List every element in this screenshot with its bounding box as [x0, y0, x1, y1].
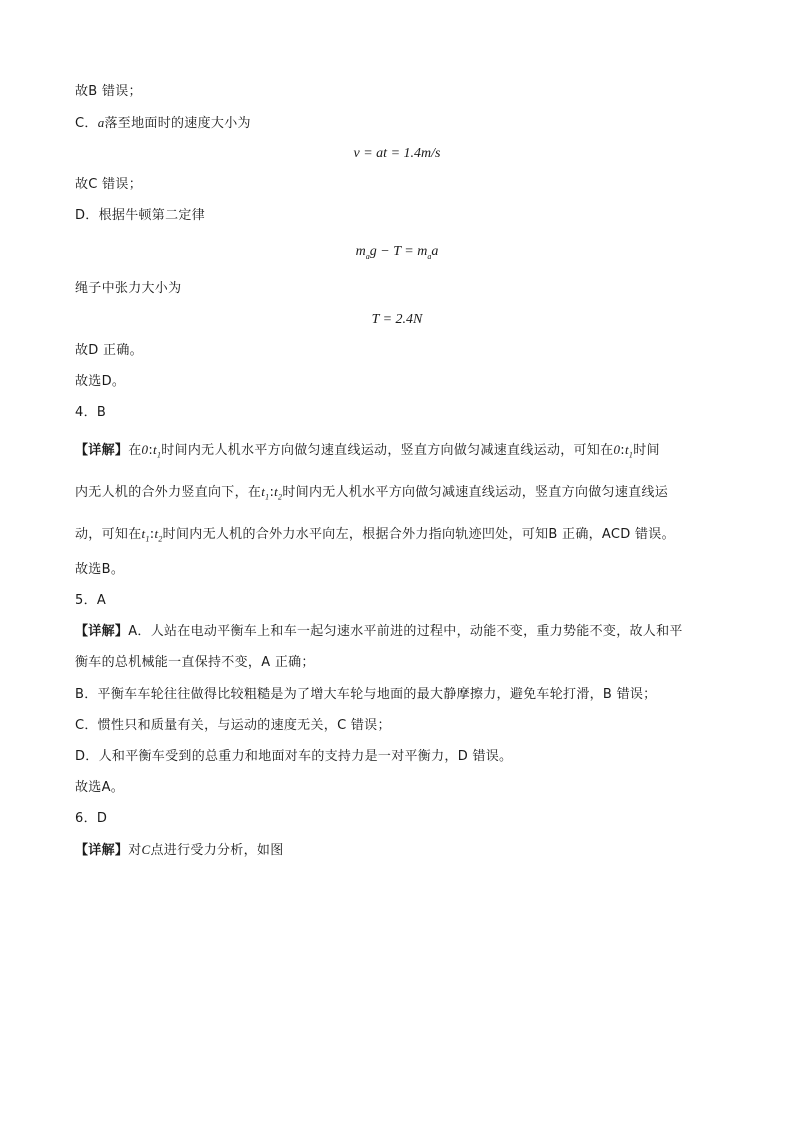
text-line [75, 113, 251, 134]
text-line: D．根据牛顿第二定律 [75, 208, 206, 223]
text-span: 时间内无人机的合外力水平向左，根据合外力指向轨迹凹处，可知B 正确，ACD 错误。 [162, 527, 675, 542]
variable: a [97, 115, 105, 130]
equation: v = at = 1.4m/s [353, 146, 441, 161]
math-sub: 2 [278, 492, 283, 502]
text-line: 故B 错误； [75, 84, 142, 99]
sep: : [148, 443, 154, 458]
text-line: 故D 正确。 [75, 343, 143, 358]
text-line: 衡车的总机械能一直保持不变，A 正确； [75, 655, 315, 670]
text-span: 对 [128, 843, 142, 858]
detail-tag: 【详解】 [75, 843, 129, 858]
text-span: 时间内无人机水平方向做匀减速直线运动，竖直方向做匀速直线运 [282, 485, 669, 500]
variable: C [141, 842, 151, 857]
math-sub: 1 [628, 450, 634, 460]
sep: : [149, 527, 155, 542]
text-line [75, 440, 660, 466]
eq-sub: a [365, 251, 370, 261]
text-line: C．惯性只和质量有关，与运动的速度无关，C 错误； [75, 718, 391, 733]
text-span: 时间内无人机水平方向做匀速直线运动，竖直方向做匀减速直线运动，可知在 [161, 443, 614, 458]
text-span: 动，可知在 [75, 527, 142, 542]
detail-tag: 【详解】 [75, 443, 129, 458]
text-line [75, 840, 284, 861]
text-line: 故选A。 [75, 780, 125, 795]
math: t [141, 526, 146, 541]
text-span: 在 [128, 443, 142, 458]
math-sub: 1 [145, 534, 150, 544]
detail-tag: 【详解】 [75, 624, 129, 639]
eq-part: g − T = m [369, 244, 428, 259]
text-line: 4．B [75, 405, 107, 420]
text-line [75, 524, 675, 550]
sep: : [620, 443, 625, 458]
text-line: B．平衡车车轮往往做得比较粗糙是为了增大车轮与地面的最大静摩擦力，避免车轮打滑，B 错误； [75, 687, 657, 702]
eq-part: m [355, 244, 366, 259]
equation [0, 242, 794, 267]
text-line: 5．A [75, 593, 107, 608]
math-sub: 2 [158, 534, 163, 544]
math: 0 [141, 442, 149, 457]
text-span: 落至地面时的速度大小为 [104, 116, 251, 131]
text-span: 点进行受力分析，如图 [150, 843, 284, 858]
math: t [624, 442, 629, 457]
sep: : [269, 485, 275, 500]
text-line: D．人和平衡车受到的总重力和地面对车的支持力是一对平衡力，D 错误。 [75, 749, 513, 764]
math: t [274, 484, 279, 499]
text-span: 时间 [633, 443, 660, 458]
text-line: 6．D [75, 811, 108, 826]
text-line: 绳子中张力大小为 [75, 281, 182, 296]
eq-part: a [431, 244, 439, 259]
equation: T = 2.4N [371, 312, 423, 327]
text-line: 故C 错误； [75, 177, 143, 192]
text-line: 故选B。 [75, 562, 125, 577]
math: 0 [613, 442, 621, 457]
text-line [75, 622, 683, 642]
math: t [261, 484, 266, 499]
eq-sub: a [427, 251, 432, 261]
text-line [75, 482, 668, 508]
math-sub: 1 [265, 492, 270, 502]
math: t [153, 442, 157, 457]
math: t [154, 526, 159, 541]
math-sub: 1 [156, 450, 162, 460]
text-span: 内无人机的合外力竖直向下，在 [75, 485, 262, 500]
text-line: 故选D。 [75, 374, 126, 389]
text-span: A．人站在电动平衡车上和车一起匀速水平前进的过程中，动能不变，重力势能不变，故人和平 [128, 624, 683, 639]
text-span: C． [75, 116, 98, 131]
